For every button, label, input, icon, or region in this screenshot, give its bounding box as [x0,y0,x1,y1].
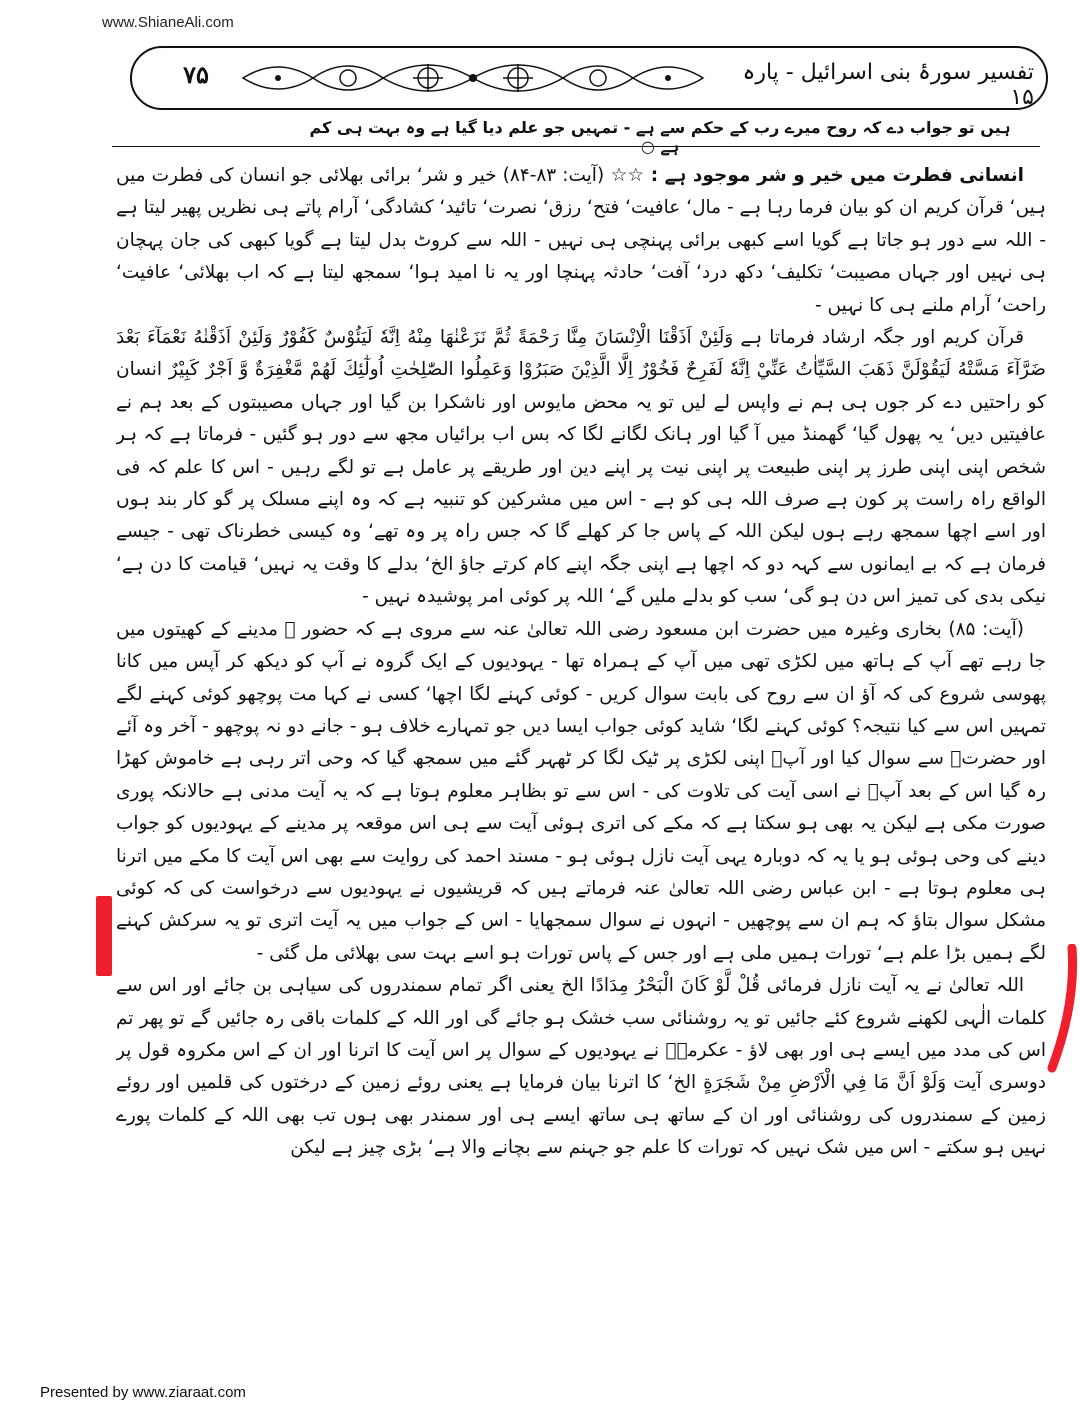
paragraph-text: انسان کو راحتیں دے کر جوں ہی ہم نے واپس لے لیں تو یہ محض مایوس اور ناشکرا بن گیا اور جہاں مصیبتوں کے بعد ہم نے عافیتیں دیں‘ یہ پھول گیا‘ گھمنڈ میں آ گیا اور ہانک لگانے لگا کہ بس اب برائیاں مجھ سے دور ہو گئیں - فرماتا ہے کہ ہر شخص اپنی اپنی طرز پر اپنی طبیعت پر اپنی نیت پر اپنے دین اور طریقے پر عامل ہے تو لگے رہیں - اس کا علم کہ فی الواقع راہ راست پر کون ہے صرف اللہ ہی کو ہے - اس میں مشرکین کو تنبیہ ہے کہ وہ اپنے مسلک پر گو کار بند ہوں اور اسے اچھا سمجھ رہے ہوں لیکن اللہ کے پاس جا کر کھلے گا کہ جس راہ پر وہ تھے‘ وہ کیسی خطرناک تھی - جیسے فرمان ہے کہ بے ایمانوں سے کہہ دو کہ اچھا ہے اپنی جگہ اپنے کام کرتے جاؤ الخ‘ بدلے کا وقت یہ نہیں‘ قیامت کا دن ہے‘ نیکی بدی کی تمیز اس دن ہو گی‘ سب کو بدلے ملیں گے‘ اللہ پر کوئی امر پوشیدہ نہیں - [116,359,1046,608]
watermark-top: www.ShianeAli.com [102,14,234,31]
arabic-verse: قُلْ لَّوْ كَانَ الْبَحْرُ مِدَادًا [583,975,767,997]
paragraph [116,614,1046,970]
annotation-mark-right [1046,944,1078,1074]
header-title: تفسیر سورۂ بنی اسرائیل - پارہ ۱۵ [742,60,1034,110]
paragraph [116,970,1046,1164]
paragraph [116,322,1046,614]
commentary-body [116,160,1046,1375]
divider [112,146,1040,147]
paragraph-text: (آیت: ۸۳-۸۴) خیر و شر‘ برائی بھلائی جو انسان کی فطرت میں ہیں‘ قرآن کریم ان کو بیان فرما رہا ہے - مال‘ عافیت‘ فتح‘ رزق‘ نصرت‘ تائید‘ کشادگی‘ آرام پاتے ہی نظریں پھیر لیتا ہے - اللہ سے دور ہو جاتا ہے گویا اسے کبھی برائی پہنچی ہی نہیں - اللہ سے کروٹ بدل لیتا ہے گویا کبھی کی جان پہچان ہی نہیں اور جہاں مصیبت‘ تکلیف‘ دکھ درد‘ آفت‘ حادثہ پہنچا اور یہ نا امید ہوا‘ سمجھ لیتا ہے کہ اب بھلائی‘ عافیت‘ راحت‘ آرام ملنے ہی کا نہیں - [116,165,1046,316]
section-heading: انسانی فطرت میں خیر و شر موجود ہے : ☆☆ [604,165,1024,186]
verse-translation-line: ہیں تو جواب دے کہ روح میرے رب کے حکم سے ہے - تمہیں جو علم دیا گیا ہے وہ بہت ہی کم ہے ○ [309,118,1011,156]
ornament-icon [238,52,708,104]
paragraph [116,160,1046,322]
annotation-mark-left [96,896,112,976]
paragraph-text: (آیت: ۸۵) بخاری وغیرہ میں حضرت ابن مسعود رضی اللہ تعالیٰ عنہ سے مروی ہے کہ حضور ﷺ مدینے کے کھیتوں میں جا رہے تھے آپ کے ہاتھ میں لکڑی تھی میں آپ کے ہمراہ تھا - یہودیوں کے ایک گروہ نے آپ کو دیکھ کر آپس میں کانا پھوسی شروع کی کہ آؤ ان سے روح کی بابت سوال کریں - کوئی کہنے لگا اچھا‘ کسی نے کہا مت پوچھو کوئی کہنے لگے تمہیں اس سے کیا نتیجہ؟ کوئی کہنے لگا‘ شاید کوئی جواب ایسا دیں جو تمہارے خلاف ہو - جانے دو نہ پوچھو - آخر وہ آئے اور حضرتؐ سے سوال کیا اور آپؐ اپنی لکڑی پر ٹیک لگا کر ٹھہر گئے میں سمجھ گیا کہ وحی اتر رہی ہے خاموش کھڑا رہ گیا اس کے بعد آپؐ نے اسی آیت کی تلاوت کی - اس سے تو بظاہر معلوم ہوتا ہے کہ یہ آیت مدنی ہے حالانکہ پوری صورت مکی ہے لیکن یہ بھی ہو سکتا ہے کہ مکے کی اتری ہوئی آیت سے ہی اس موقعہ پر مدینے کے یہودیوں کو جواب دینے کی وحی ہوئی ہو یا یہ کہ دوبارہ یہی آیت نازل ہوئی ہو - مسند احمد کی روایت سے بھی اس آیت کا مکے میں اترنا ہی معلوم ہوتا ہے - ابن عباس رضی اللہ تعالیٰ عنہ فرماتے ہیں کہ قریشیوں نے یہودیوں سے درخواست کی کہ کوئی مشکل سوال بتاؤ کہ ہم ان سے پوچھیں - انہوں نے سوال سمجھایا - اس کے جواب میں یہ آیت اتری تو یہ سرکش کہنے لگے ہمیں بڑا علم ہے‘ تورات ہمیں ملی ہے اور جس کے پاس تورات ہو اسے بہت سی بھلائی مل گئی - [116,618,1046,964]
paragraph-text: اللہ تعالیٰ نے یہ آیت نازل فرمائی [766,975,1024,997]
paragraph-text: الخ‘ کا اترنا بیان فرمایا ہے یعنی روئے زمین کے درختوں کی قلمیں اور روئے زمین کے سمندروں کی روشنائی اور ان کے ساتھ ہی ساتھ ایسے ہی اور سمندر بھی ہوں تب بھی اللہ کے کلمات پورے نہیں ہو سکتے - اس میں شک نہیں کہ تورات کا علم جو جہنم سے بچانے والا ہے‘ بڑی چیز ہے لیکن [116,1072,1046,1159]
page-number: ۷۵ [183,60,209,89]
paragraph-text: قرآن کریم اور جگہ ارشاد فرماتا ہے [740,327,1024,349]
arabic-verse: وَلَئِنْ اَذَقْنَا الْاِنْسَانَ مِنَّا رَحْمَةً ثُمَّ نَزَعْنٰهَا مِنْهُ اِنَّهٗ لَيَئُوْسٌ كَفُوْرٌ وَلَئِنْ اَذَقْنٰهُ نَعْمَآءَ بَعْدَ ضَرَّآءَ مَسَّتْهُ لَيَقُوْلَنَّ ذَهَبَ السَّيِّاٰتُ عَنِّيْ اِنَّهٗ لَفَرِحٌ فَخُوْرٌ اِلَّا الَّذِيْنَ صَبَرُوْا وَعَمِلُوا الصّٰلِحٰتِ اُولٰٓئِكَ لَهُمْ مَّغْفِرَةٌ وَّ اَجْرٌ كَبِيْرٌ [116,327,1046,381]
watermark-bottom: Presented by www.ziaraat.com [40,1384,246,1401]
arabic-verse: وَلَوْ اَنَّ مَا فِي الْاَرْضِ مِنْ شَجَرَةٍ [696,1072,954,1094]
paragraph-text: الخ یعنی اگر تمام سمندروں کی سیاہی بن جائے اور اس سے کلمات الٰہی لکھنے شروع کئے جائیں تو یہ روشنائی سب خشک ہو جائے گی اور اللہ کے کلمات باقی رہ جائیں گے تو پھر تم اس کی مدد میں ایسے ہی اور بھی لاؤ - عکرمہؒ نے یہودیوں کے سوال پر اس آیت کا اترنا اور ان کے اس مکروہ قول پر دوسری آیت [116,975,1046,1094]
